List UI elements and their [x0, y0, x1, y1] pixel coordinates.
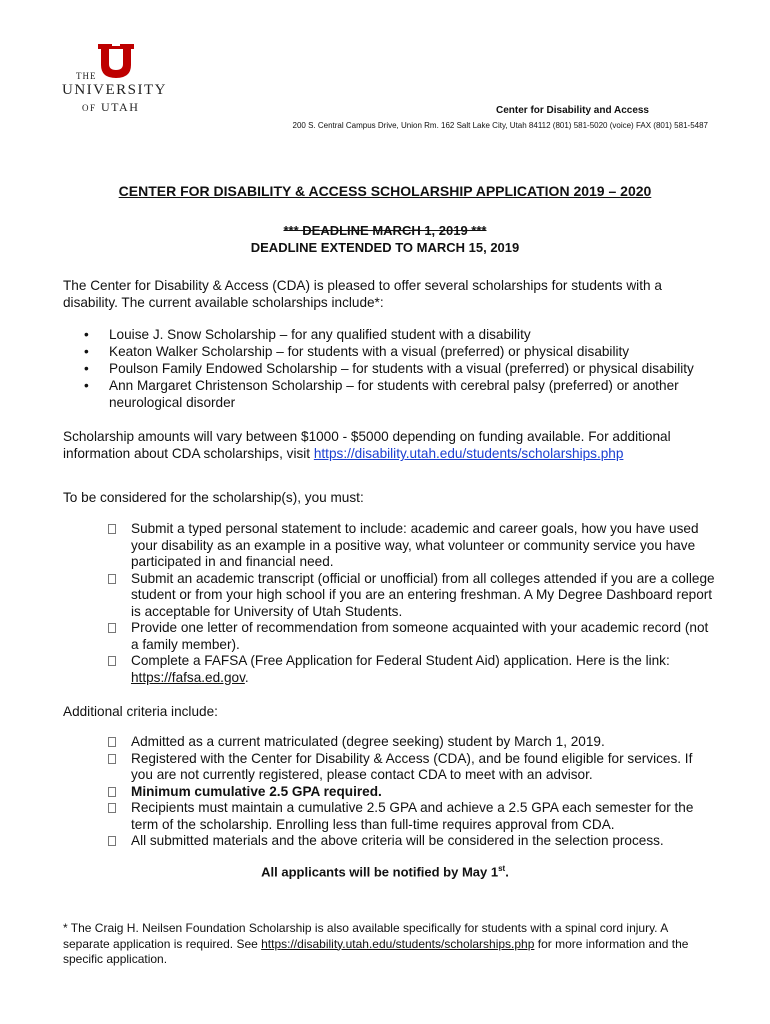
requirements-list	[108, 521, 718, 686]
list-item: Admitted as a current matriculated (degree seeking) student by March 1, 2019.	[108, 734, 718, 751]
logo-of-utah: OF UTAH	[82, 100, 140, 114]
checkbox-icon	[108, 787, 116, 797]
original-deadline: *** DEADLINE MARCH 1, 2019 ***	[283, 223, 487, 238]
bullet-icon: •	[84, 361, 89, 376]
extended-deadline: DEADLINE EXTENDED TO MARCH 15, 2019	[250, 240, 520, 255]
block-u-icon	[98, 44, 134, 78]
bullet-icon: •	[84, 344, 89, 359]
list-item: Provide one letter of recommendation from someone acquainted with your academic record (not a family member).	[108, 620, 718, 653]
checkbox-icon	[108, 836, 116, 846]
checkbox-icon	[108, 737, 116, 747]
list-item: Registered with the Center for Disability & Access (CDA), and be found eligible for services. If you are not currently registered, please contact CDA to meet with an advisor.	[108, 751, 718, 784]
checkbox-icon	[108, 574, 116, 584]
footnote: * The Craig H. Neilsen Foundation Scholarship is also available specifically for students with a spinal cord injury. A separate application is required. See https://disability.utah.edu/students/scholarships.php for more information and the specific application.	[63, 921, 689, 966]
list-item: Minimum cumulative 2.5 GPA required.	[108, 784, 718, 801]
university-logo	[62, 44, 167, 114]
list-item: • Keaton Walker Scholarship – for students with a visual (preferred) or physical disability	[84, 344, 630, 359]
checkbox-icon	[108, 803, 116, 813]
notification-date: All applicants will be notified by May 1st.	[261, 864, 509, 880]
list-item: Submit an academic transcript (official or unofficial) from all colleges attended if you are a college student or from your high school if you are an entering freshman. A My Degree Dashboard report is acceptable for University of Utah Students.	[108, 571, 718, 621]
scholarship-list	[84, 326, 724, 411]
list-item: Complete a FAFSA (Free Application for Federal Student Aid) application. Here is the link: https://fafsa.ed.gov.	[108, 653, 718, 686]
scholarships-link[interactable]: https://disability.utah.edu/students/scholarships.php	[313, 446, 624, 461]
list-item: • Poulson Family Endowed Scholarship – for students with a visual (preferred) or physical disability	[84, 361, 694, 376]
list-item: • Ann Margaret Christenson Scholarship – for students with cerebral palsy (preferred) or another neurological disorder	[84, 378, 679, 410]
list-item: Recipients must maintain a cumulative 2.5 GPA and achieve a 2.5 GPA each semester for the term of the scholarship. Enrolling less than full-time requires approval from CDA.	[108, 800, 718, 833]
checkbox-icon	[108, 656, 116, 666]
bullet-icon: •	[84, 378, 89, 393]
page-title: CENTER FOR DISABILITY & ACCESS SCHOLARSHIP APPLICATION 2019 – 2020	[118, 183, 652, 199]
logo-university: UNIVERSITY	[62, 82, 167, 98]
checkbox-icon	[108, 524, 116, 534]
fafsa-link[interactable]: https://fafsa.ed.gov	[131, 669, 245, 685]
list-item: Submit a typed personal statement to include: academic and career goals, how you have used your disability as an example in a positive way, what volunteer or community service you have participated in and financial need.	[108, 521, 718, 571]
criteria-list	[108, 734, 718, 850]
list-item: • Louise J. Snow Scholarship – for any qualified student with a disability	[84, 327, 531, 342]
amount-paragraph: Scholarship amounts will vary between $1000 - $5000 depending on funding available. For additional information about CDA scholarships, visit https://disability.utah.edu/students/scholarships.php	[63, 429, 671, 461]
checkbox-icon	[108, 754, 116, 764]
bullet-icon: •	[84, 327, 89, 342]
criteria-intro: Additional criteria include:	[63, 704, 218, 719]
intro-paragraph: The Center for Disability & Access (CDA) is pleased to offer several scholarships for students with a disability. The current available scholarships include*:	[63, 278, 662, 310]
center-name: Center for Disability and Access	[495, 105, 649, 116]
requirements-intro: To be considered for the scholarship(s), you must:	[63, 490, 364, 505]
checkbox-icon	[108, 623, 116, 633]
logo-the: THE	[76, 71, 97, 81]
footnote-scholarships-link[interactable]: https://disability.utah.edu/students/scholarships.php	[261, 936, 535, 951]
center-address: 200 S. Central Campus Drive, Union Rm. 162 Salt Lake City, Utah 84112 (801) 581-5020 (voice) FAX (801) 581-5487	[292, 121, 708, 130]
list-item: All submitted materials and the above criteria will be considered in the selection process.	[108, 833, 718, 850]
